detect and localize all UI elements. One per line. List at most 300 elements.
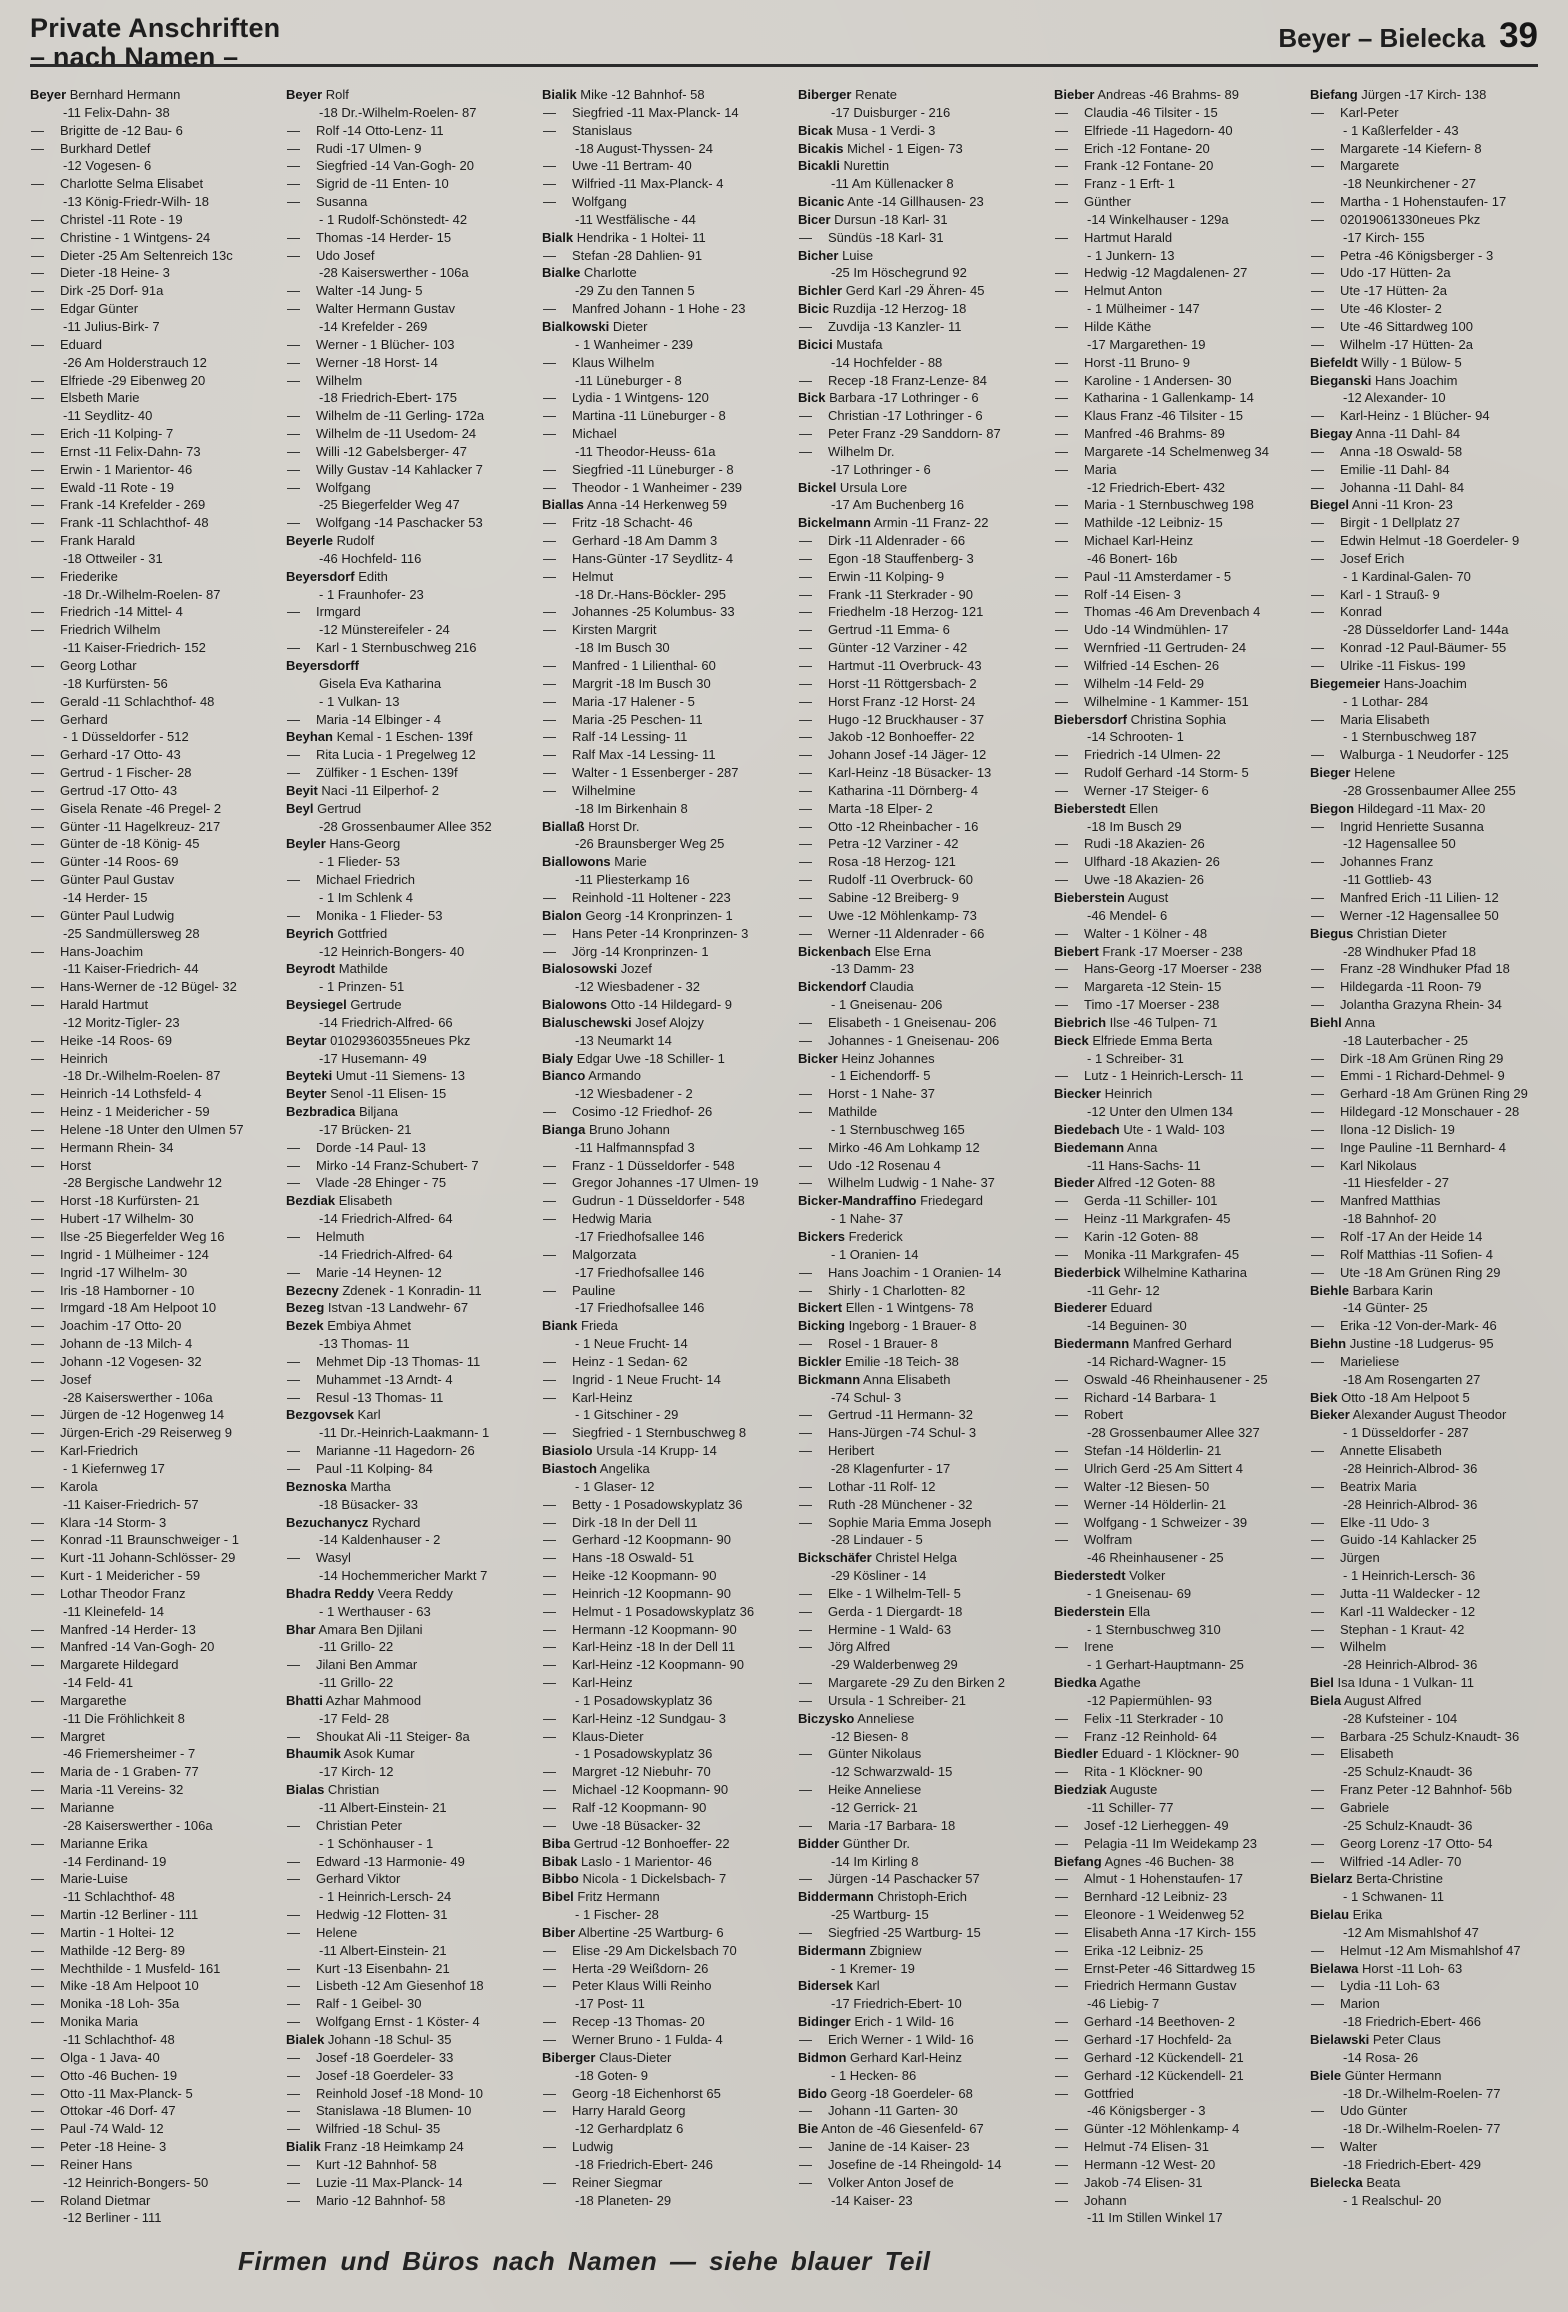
surname: Bicer (798, 211, 831, 227)
surname: Biebersdorf (1054, 711, 1127, 727)
directory-entry-line: Biecker Heinrich (1054, 1086, 1153, 1102)
directory-entry-line: — Christel -11 Rote - 19 (30, 211, 270, 229)
directory-entry-line: — Lutz - 1 Heinrich-Lersch- 11 (1054, 1067, 1294, 1085)
directory-entry-line: — Martin - 1 Holtei- 12 (30, 1924, 270, 1942)
directory-entry-line: — Irmgard -18 Am Helpoot 10 (30, 1299, 270, 1317)
directory-entry-line: Biele Günter Hermann (1310, 2067, 1442, 2083)
directory-entry-line: — Erika -12 Von-der-Mark- 46 (1310, 1317, 1550, 1335)
directory-entry-line: Biedka Agathe (1054, 1675, 1141, 1691)
directory-entry-line: — Manfred -46 Brahms- 89 (1054, 425, 1294, 443)
surname: Bhar (286, 1621, 316, 1637)
surname: Biedka (1054, 1675, 1097, 1691)
directory-entry-line: — Friedrich -14 Mittel- 4 (30, 603, 270, 621)
directory-entry-line: — Elke -11 Udo- 3 (1310, 1514, 1550, 1532)
directory-entry-line: — Günter Paul Gustav (30, 871, 270, 889)
directory-entry-line: — Ralf -14 Lessing- 11 (542, 728, 782, 746)
directory-entry-line: Bieberstedt Ellen (1054, 800, 1159, 816)
directory-entry-line: Biastoch Angelika (542, 1460, 650, 1476)
directory-entry-line: Beyrich Gottfried (286, 925, 388, 941)
directory-entry-line: — Horst Franz -12 Horst- 24 (798, 693, 1038, 711)
directory-entry-line: Biegon Hildegard -11 Max- 20 (1310, 800, 1486, 816)
surname: Bieberstein (1054, 889, 1125, 905)
directory-entry-line: -18 Am Rosengarten 27 (1343, 1371, 1481, 1387)
surname: Bickel (798, 479, 837, 495)
directory-entry-line: — Elise -29 Am Dickelsbach 70 (542, 1942, 782, 1960)
directory-entry-line: — Jürgen de -12 Hogenweg 14 (30, 1406, 270, 1424)
directory-entry-line: — Michael Friedrich (286, 871, 526, 889)
directory-entry-line: — Petra -46 Königsberger - 3 (1310, 247, 1550, 265)
directory-entry-line: — Siegfried -11 Lüneburger - 8 (542, 461, 782, 479)
directory-entry-line: -28 Kaiserswerther - 106a (319, 265, 469, 281)
directory-entry-line: -13 Neumarkt 14 (575, 1032, 672, 1048)
directory-entry-line: -12 Vogesen- 6 (63, 158, 152, 174)
surname: Bicker (798, 1050, 838, 1066)
directory-entry-line: — Walter Hermann Gustav (286, 300, 526, 318)
directory-entry-line: — Ute -17 Hütten- 2a (1310, 282, 1550, 300)
directory-entry-line: Bidinger Erich - 1 Wild- 16 (798, 2014, 955, 2030)
directory-entry-line: — Erwin - 1 Marientor- 46 (30, 461, 270, 479)
surname: Bickler (798, 1353, 842, 1369)
directory-entry-line: Beznoska Martha (286, 1478, 391, 1494)
directory-entry-line: -28 Heinrich-Albrod- 36 (1343, 1460, 1478, 1476)
directory-entry-line: — Georg -18 Eichenhorst 65 (542, 2085, 782, 2103)
directory-entry-line: — Mechthilde - 1 Musfeld- 161 (30, 1960, 270, 1978)
surname: Biederstein (1054, 1603, 1125, 1619)
directory-columns (30, 86, 1550, 2234)
directory-entry-line: — Monika - 1 Flieder- 53 (286, 907, 526, 925)
directory-entry-line: — Ute -18 Am Grünen Ring 29 (1310, 1264, 1550, 1282)
directory-entry-line: — Martha - 1 Hohenstaufen- 17 (1310, 193, 1550, 211)
directory-entry-line: -14 Günter- 25 (1343, 1300, 1428, 1316)
directory-entry-line: - 1 Heinrich-Lersch- 24 (319, 1889, 452, 1905)
directory-entry-line: — Hermann -12 West- 20 (1054, 2156, 1294, 2174)
surname: Biberger (798, 87, 852, 102)
directory-entry-line: — Hans Peter -14 Kronprinzen- 3 (542, 925, 782, 943)
directory-entry-line: -12 Heinrich-Bongers- 40 (319, 943, 465, 959)
directory-entry-line: — Ute -46 Sittardweg 100 (1310, 318, 1550, 336)
directory-entry-line: — Rudolf Gerhard -14 Storm- 5 (1054, 764, 1294, 782)
directory-entry-line: — Edwin Helmut -18 Goerdeler- 9 (1310, 532, 1550, 550)
directory-entry-line: -46 Liebig- 7 (1087, 1996, 1160, 2012)
directory-entry-line: Beyter Senol -11 Elisen- 15 (286, 1086, 447, 1102)
directory-entry-line: — Mike -18 Am Helpoot 10 (30, 1977, 270, 1995)
surname: Biba (542, 1835, 571, 1851)
directory-entry-line: Bhatti Azhar Mahmood (286, 1692, 422, 1708)
directory-entry-line: — Horst -11 Röttgersbach- 2 (798, 675, 1038, 693)
surname: Beznoska (286, 1478, 347, 1494)
directory-entry-line: Biederstein Ella (1054, 1603, 1151, 1619)
surname: Biallowons (542, 854, 611, 870)
directory-entry-line: — Ralf - 1 Geibel- 30 (286, 1995, 526, 2013)
directory-entry-line: Bie Anton de -46 Giesenfeld- 67 (798, 2121, 984, 2137)
directory-entry-line: -46 Rheinhausener - 25 (1087, 1550, 1224, 1566)
directory-entry-line: — Paul -74 Wald- 12 (30, 2120, 270, 2138)
directory-entry-line: — Karl-Heinz -18 In der Dell 11 (542, 1638, 782, 1656)
directory-entry-line: Biber Albertine -25 Wartburg- 6 (542, 1924, 724, 1940)
directory-entry-line: -12 Heinrich-Bongers- 50 (63, 2174, 209, 2190)
directory-entry-line: — Margarete (1310, 157, 1550, 175)
directory-entry-line: Bieganski Hans Joachim (1310, 372, 1458, 388)
directory-entry-line: Bicici Mustafa (798, 336, 883, 352)
directory-entry-line: — Katharina - 1 Gallenkamp- 14 (1054, 389, 1294, 407)
directory-entry-line: -29 Walderbenweg 29 (831, 1657, 958, 1673)
directory-entry-line: -11 Grillo- 22 (319, 1639, 394, 1655)
directory-entry-line: - 1 Gitschiner - 29 (575, 1407, 679, 1423)
directory-entry-line: — Resul -13 Thomas- 11 (286, 1389, 526, 1407)
directory-entry-line: -18 Im Birkenhain 8 (575, 800, 688, 816)
directory-entry-line: Bicker-Mandraffino Friedegard (798, 1193, 983, 1209)
directory-entry-line: Bialuschewski Josef Alojzy (542, 1014, 704, 1030)
directory-entry-line: -11 Im Stillen Winkel 17 (1087, 2210, 1223, 2226)
directory-entry-line: — Recep -13 Thomas- 20 (542, 2013, 782, 2031)
directory-entry-line: Biallas Anna -14 Herkenweg 59 (542, 497, 728, 513)
directory-entry-line: — Marianne -11 Hagedorn- 26 (286, 1442, 526, 1460)
directory-entry-line: — Herta -29 Weißdorn- 26 (542, 1960, 782, 1978)
directory-entry-line: — Frank -12 Fontane- 20 (1054, 157, 1294, 175)
directory-entry-line (286, 657, 526, 675)
directory-entry-line: — Maria -11 Vereins- 32 (30, 1781, 270, 1799)
directory-entry-line: - 1 Heinrich-Lersch- 36 (1343, 1568, 1476, 1584)
directory-entry-line: — Gerda - 1 Diergardt- 18 (798, 1603, 1038, 1621)
directory-entry-line: Biehle Barbara Karin (1310, 1282, 1433, 1298)
surname: Bibak (542, 1853, 578, 1869)
surname: Biedebach (1054, 1121, 1120, 1137)
directory-entry-line: - 1 Flieder- 53 (319, 854, 400, 870)
directory-entry-line: — Irene (1054, 1638, 1294, 1656)
directory-entry-line: — Ute -46 Kloster- 2 (1310, 300, 1550, 318)
surname: Biddermann (798, 1889, 874, 1905)
directory-entry-line: — Ewald -11 Rote - 19 (30, 479, 270, 497)
directory-entry-line: — Eduard (30, 336, 270, 354)
directory-entry-line: — Heike -12 Koopmann- 90 (542, 1567, 782, 1585)
directory-entry-line: — Thomas -14 Herder- 15 (286, 229, 526, 247)
surname: Biela (1310, 1692, 1342, 1708)
surname: Bieker (1310, 1407, 1350, 1423)
directory-entry-line: — Richard -14 Barbara- 1 (1054, 1389, 1294, 1407)
directory-entry-line: — Gabriele (1310, 1799, 1550, 1817)
directory-entry-line: Bialk Hendrika - 1 Holtei- 11 (542, 229, 706, 245)
surname: Bezecny (286, 1282, 339, 1298)
directory-entry-line: — Otto -11 Max-Planck- 5 (30, 2085, 270, 2103)
directory-entry-line: Bielawa Horst -11 Loh- 63 (1310, 1960, 1463, 1976)
directory-entry-line: — Marianne (30, 1799, 270, 1817)
directory-entry-line: - 1 Glaser- 12 (575, 1478, 655, 1494)
directory-entry-line: -11 Die Fröhlichkeit 8 (63, 1710, 185, 1726)
directory-entry-line: Biefang Jürgen -17 Kirch- 138 (1310, 87, 1487, 102)
directory-entry-line: — Udo -17 Hütten- 2a (1310, 264, 1550, 282)
surname: Biele (1310, 2067, 1342, 2083)
directory-entry-line: — Wolfram (1054, 1531, 1294, 1549)
directory-entry-line: — Ingrid Henriette Susanna (1310, 818, 1550, 836)
directory-entry-line: — Manfred - 1 Lilienthal- 60 (542, 657, 782, 675)
directory-entry-line: — Erich Werner - 1 Wild- 16 (798, 2031, 1038, 2049)
directory-entry-line: — Dirk -11 Aldenrader - 66 (798, 532, 1038, 550)
directory-entry-line: -11 Kaiser-Friedrich- 57 (63, 1496, 199, 1512)
directory-entry-line: — Kurt -11 Johann-Schlösser- 29 (30, 1549, 270, 1567)
directory-entry-line: -11 Schiller- 77 (1087, 1800, 1174, 1815)
directory-entry-line: — Hans-Georg -17 Moerser - 238 (1054, 960, 1294, 978)
directory-entry-line: Bialas Christian (286, 1782, 380, 1798)
directory-entry-line: Bhar Amara Ben Djilani (286, 1621, 423, 1637)
directory-entry-line: — Kurt - 1 Meidericher - 59 (30, 1567, 270, 1585)
directory-entry-line: — Kurt -12 Bahnhof- 58 (286, 2156, 526, 2174)
directory-entry-line: -18 Dr.-Wilhelm-Roelen- 77 (1343, 2121, 1501, 2137)
directory-entry-line: Bieberstein August (1054, 889, 1169, 905)
directory-entry-line: — Gerhard -17 Hochfeld- 2a (1054, 2031, 1294, 2049)
directory-entry-line: — Karl-Friedrich (30, 1442, 270, 1460)
directory-entry-line: — Gerhard Viktor (286, 1870, 526, 1888)
directory-entry-line: -14 Krefelder - 269 (319, 318, 428, 334)
directory-entry-line: — Thomas -46 Am Drevenbach 4 (1054, 603, 1294, 621)
directory-entry-line: -11 Kleinefeld- 14 (63, 1603, 164, 1619)
directory-entry-line: — Iris -18 Hamborner - 10 (30, 1282, 270, 1300)
surname: Bicking (798, 1318, 845, 1334)
directory-entry-line: -28 Grossenbaumer Allee 352 (319, 818, 492, 834)
directory-entry-line: Bido Georg -18 Goerdeler- 68 (798, 2085, 973, 2101)
directory-entry-line: Biedermann Manfred Gerhard (1054, 1336, 1232, 1352)
directory-entry-line: — Günter de -18 König- 45 (30, 835, 270, 853)
directory-entry-line: — Karl-Peter (1310, 104, 1550, 122)
surname: Bicak (798, 122, 833, 138)
directory-entry-line: -14 Schrooten- 1 (1087, 729, 1184, 745)
directory-entry-line: - 1 Hecken- 86 (831, 2067, 917, 2083)
directory-entry-line: -11 Felix-Dahn- 38 (63, 104, 170, 120)
directory-entry-line: — Franz - 1 Düsseldorfer - 548 (542, 1157, 782, 1175)
directory-entry-line: — Inge Pauline -11 Bernhard- 4 (1310, 1139, 1550, 1157)
directory-entry-line: Bichler Gerd Karl -29 Ähren- 45 (798, 283, 985, 299)
directory-entry-line: — Walburga - 1 Neudorfer - 125 (1310, 746, 1550, 764)
directory-entry-line: — Luzie -11 Max-Planck- 14 (286, 2174, 526, 2192)
directory-entry-line: — Dieter -18 Heine- 3 (30, 264, 270, 282)
directory-entry-line: — Otto -46 Buchen- 19 (30, 2067, 270, 2085)
surname: Bicakli (798, 158, 840, 174)
directory-entry-line: — Gudrun - 1 Düsseldorfer - 548 (542, 1192, 782, 1210)
directory-entry-line: Bezbradica Biljana (286, 1104, 399, 1120)
directory-entry-line: -28 Bergische Landwehr 12 (63, 1175, 222, 1191)
directory-entry-line: -17 Friedhofsallee 146 (575, 1229, 705, 1244)
directory-entry-line: — Mario -12 Bahnhof- 58 (286, 2192, 526, 2210)
directory-entry-line: — Barbara -25 Schulz-Knaudt- 36 (1310, 1728, 1550, 1746)
directory-entry-line: -46 Bonert- 16b (1087, 550, 1178, 566)
directory-entry-line: Bicher Luise (798, 247, 874, 263)
directory-entry-line: - 1 Sternbuschweg 310 (1087, 1621, 1221, 1637)
directory-entry-line: — Cosimo -12 Friedhof- 26 (542, 1103, 782, 1121)
directory-entry-line: — Willy Gustav -14 Kahlacker 7 (286, 461, 526, 479)
directory-entry-line: — Ruth -28 Münchener - 32 (798, 1496, 1038, 1514)
surname: Bicanic (798, 194, 845, 210)
surname: Bialy (542, 1050, 574, 1066)
directory-entry-line: — Peter Klaus Willi Reinho (542, 1977, 782, 1995)
directory-column (798, 86, 1038, 2234)
directory-entry-line: — Franz Peter -12 Bahnhof- 56b (1310, 1781, 1550, 1799)
directory-entry-line: -46 Hochfeld- 116 (319, 550, 422, 566)
directory-entry-line: Biedemann Anna (1054, 1139, 1158, 1155)
directory-entry-line: Beyer Bernhard Hermann (30, 87, 181, 102)
directory-entry-line: -14 Friedrich-Alfred- 66 (319, 1014, 453, 1030)
directory-entry-line: -26 Braunsberger Weg 25 (575, 836, 725, 852)
directory-entry-line: -12 Friedrich-Ebert- 432 (1087, 479, 1225, 495)
directory-entry-line: — Kirsten Margrit (542, 621, 782, 639)
directory-entry-line: — Elsbeth Marie (30, 389, 270, 407)
directory-entry-line: — Walter - 1 Essenberger - 287 (542, 764, 782, 782)
directory-entry-line: — Otto -12 Rheinbacher - 16 (798, 818, 1038, 836)
directory-entry-line: -11 Halfmannspfad 3 (575, 1139, 695, 1155)
directory-entry-line: - 1 Kremer- 19 (831, 1960, 915, 1976)
surname: Bezdiak (286, 1193, 336, 1209)
directory-entry-line: -11 Schlachthof- 48 (63, 1889, 175, 1905)
directory-entry-line: -11 Kaiser-Friedrich- 152 (63, 640, 206, 656)
surname: Bidersek (798, 1978, 853, 1994)
directory-entry-line: Biegay Anna -11 Dahl- 84 (1310, 426, 1461, 442)
directory-entry-line: Bibak Laslo - 1 Marientor- 46 (542, 1853, 712, 1869)
directory-entry-line: - 1 Posadowskyplatz 36 (575, 1746, 713, 1762)
surname: Bickert (798, 1300, 843, 1316)
surname: Beyer (286, 87, 323, 102)
directory-entry-line: — Walter - 1 Kölner - 48 (1054, 925, 1294, 943)
directory-entry-line: — Udo -12 Rosenau 4 (798, 1157, 1038, 1175)
surname: Biederer (1054, 1300, 1107, 1316)
directory-entry-line: — Pauline (542, 1282, 782, 1300)
directory-entry-line: — Christian -17 Lothringer - 6 (798, 407, 1038, 425)
directory-entry-line: — Wolfgang (542, 193, 782, 211)
directory-entry-line: — Margarete Hildegard (30, 1656, 270, 1674)
surname: Bick (798, 390, 826, 406)
directory-entry-line: — Timo -17 Moerser - 238 (1054, 996, 1294, 1014)
directory-entry-line: — Heinz - 1 Sedan- 62 (542, 1353, 782, 1371)
directory-entry-line: -12 Wiesbadener - 2 (575, 1086, 693, 1102)
directory-entry-line: — Heinrich (30, 1050, 270, 1068)
directory-entry-line: — Wilhelmine - 1 Kammer- 151 (1054, 693, 1294, 711)
surname: Beyersdorff (286, 658, 359, 673)
directory-entry-line: — Zuvdija -13 Kanzler- 11 (798, 318, 1038, 336)
directory-entry-line: Bieker Alexander August Theodor (1310, 1407, 1507, 1423)
directory-entry-line: -18 Kurfürsten- 56 (63, 675, 168, 691)
directory-entry-line: — Frank -11 Schlachthof- 48 (30, 514, 270, 532)
directory-entry-line: — Werner -12 Hagensallee 50 (1310, 907, 1550, 925)
directory-entry-line: — Wernfried -11 Gertruden- 24 (1054, 639, 1294, 657)
directory-entry-line: Beyersdorf Edith (286, 568, 388, 584)
directory-entry-line: — Jörg -14 Kronprinzen- 1 (542, 943, 782, 961)
directory-entry-line: -11 Albert-Einstein- 21 (319, 1942, 447, 1958)
surname: Biallas (542, 497, 584, 513)
directory-entry-line: — Reiner Hans (30, 2156, 270, 2174)
directory-entry-line: — Werner -11 Aldenrader - 66 (798, 925, 1038, 943)
directory-entry-line: — Hedwig -12 Magdalenen- 27 (1054, 264, 1294, 282)
directory-entry-line: Bielecka Beata (1310, 2174, 1401, 2190)
directory-entry-line: — Anna -18 Oswald- 58 (1310, 443, 1550, 461)
directory-entry-line: — Gerhard -12 Koopmann- 90 (542, 1531, 782, 1549)
directory-entry-line: — Monika -18 Loh- 35a (30, 1995, 270, 2013)
directory-entry-line: — Maria - 1 Sternbuschweg 198 (1054, 496, 1294, 514)
directory-entry-line: - 1 Nahe- 37 (831, 1211, 904, 1227)
surname: Bido (798, 2085, 827, 2101)
directory-entry-line: — Karl-Heinz - 1 Blücher- 94 (1310, 407, 1550, 425)
surname: Biegus (1310, 925, 1354, 941)
directory-entry-line: — Wilhelm de -11 Gerling- 172a (286, 407, 526, 425)
directory-entry-line: Bialik Mike -12 Bahnhof- 58 (542, 87, 705, 102)
directory-entry-line: -14 Ferdinand- 19 (63, 1853, 167, 1869)
directory-entry-line: — Harald Hartmut (30, 996, 270, 1014)
directory-entry-line: — Gertrud -11 Hermann- 32 (798, 1406, 1038, 1424)
surname: Biberger (542, 2049, 596, 2065)
directory-entry-line: - 1 Realschul- 20 (1343, 2192, 1442, 2208)
directory-entry-line: — Hans-Joachim (30, 943, 270, 961)
directory-entry-line: — Marie -14 Heynen- 12 (286, 1264, 526, 1282)
directory-entry-line: — Margarete -29 Zu den Birken 2 (798, 1674, 1038, 1692)
surname: Beyit (286, 782, 318, 798)
directory-entry-line: Bielawski Peter Claus (1310, 2031, 1441, 2047)
directory-entry-line: — Franz -12 Reinhold- 64 (1054, 1728, 1294, 1746)
directory-entry-line: -11 Hiesfelder - 27 (1343, 1175, 1449, 1191)
directory-entry-line: — Martin -12 Berliner - 111 (30, 1906, 270, 1924)
surname: Bibel (542, 1889, 574, 1905)
directory-entry-line: — Wolfgang (286, 479, 526, 497)
directory-entry-line: -18 Goten- 9 (575, 2067, 648, 2083)
directory-entry-line: Bieber Andreas -46 Brahms- 89 (1054, 87, 1239, 102)
directory-entry-line: - 1 Wanheimer - 239 (575, 336, 694, 352)
directory-entry-line: Biberger Claus-Dieter (542, 2049, 672, 2065)
directory-entry-line: — Theodor - 1 Wanheimer - 239 (542, 479, 782, 497)
directory-entry-line: -18 Dr.-Wilhelm-Roelen- 87 (63, 586, 221, 602)
directory-entry-line: - 1 Düsseldorfer - 512 (63, 729, 189, 745)
directory-entry-line: — Heinz -11 Markgrafen- 45 (1054, 1210, 1294, 1228)
surname: Bezuchanycz (286, 1514, 369, 1530)
directory-entry-line: — Sophie Maria Emma Joseph (798, 1514, 1038, 1532)
directory-entry-line: — Helmut (542, 568, 782, 586)
directory-entry-line: — Maria -17 Halener - 5 (542, 693, 782, 711)
surname: Biedermann (1054, 1336, 1130, 1352)
directory-entry-line: — Wilfried -14 Adler- 70 (1310, 1853, 1550, 1871)
directory-entry-line: Bialosowski Jozef (542, 961, 652, 977)
directory-entry-line: -25 Wartburg- 15 (831, 1907, 929, 1923)
directory-entry-line: — Wasyl (286, 1549, 526, 1567)
directory-entry-line: — Günter -11 Hagelkreuz- 217 (30, 818, 270, 836)
surname: Biedemann (1054, 1139, 1125, 1155)
directory-entry-line: — Mirko -14 Franz-Schubert- 7 (286, 1157, 526, 1175)
directory-entry-line: -14 Friedrich-Alfred- 64 (319, 1211, 453, 1227)
directory-entry-line: — Klaus Franz -46 Tilsiter - 15 (1054, 407, 1294, 425)
directory-entry-line: — Horst - 1 Nahe- 37 (798, 1085, 1038, 1103)
directory-entry-line: -14 Beguinen- 30 (1087, 1318, 1187, 1334)
directory-entry-line: Biehl Anna (1310, 1014, 1376, 1030)
directory-entry-line: Bickel Ursula Lore (798, 479, 908, 495)
surname: Bieck (1054, 1032, 1089, 1048)
directory-entry-line: — Ottokar -46 Dorf- 47 (30, 2102, 270, 2120)
directory-entry-line: — Hans-Jürgen -74 Schul- 3 (798, 1424, 1038, 1442)
directory-entry-line: -18 Friedrich-Ebert- 246 (575, 2156, 713, 2172)
directory-entry-line: — Annette Elisabeth (1310, 1442, 1550, 1460)
directory-entry-line: — Marie-Luise (30, 1870, 270, 1888)
directory-entry-line: — Margarete -14 Schelmenweg 34 (1054, 443, 1294, 461)
directory-entry-line: Bibel Fritz Hermann (542, 1889, 660, 1905)
directory-entry-line: -25 Biegerfelder Weg 47 (319, 497, 460, 513)
directory-entry-line: — Heinz - 1 Meidericher - 59 (30, 1103, 270, 1121)
directory-entry-line: Biederbick Wilhelmine Katharina (1054, 1264, 1247, 1280)
directory-entry-line: — Brigitte de -12 Bau- 6 (30, 122, 270, 140)
surname: Biecker (1054, 1086, 1101, 1102)
directory-entry-line: — Konrad -11 Braunschweiger - 1 (30, 1531, 270, 1549)
directory-entry-line: Bezecny Zdenek - 1 Konradin- 11 (286, 1282, 482, 1298)
surname: Biehle (1310, 1282, 1350, 1298)
directory-entry-line: Bicakis Michel - 1 Eigen- 73 (798, 140, 963, 156)
directory-entry-line: — Hedwig -12 Flotten- 31 (286, 1906, 526, 1924)
directory-entry-line: Biebert Frank -17 Moerser - 238 (1054, 943, 1243, 959)
directory-entry-line: — Oswald -46 Rheinhausener - 25 (1054, 1371, 1294, 1389)
directory-entry-line: -11 Schlachthof- 48 (63, 2031, 175, 2047)
directory-entry-line: Biedebach Ute - 1 Wald- 103 (1054, 1121, 1225, 1137)
directory-entry-line: — Stephan - 1 Kraut- 42 (1310, 1621, 1550, 1639)
directory-entry-line: — Maria Elisabeth (1310, 711, 1550, 729)
